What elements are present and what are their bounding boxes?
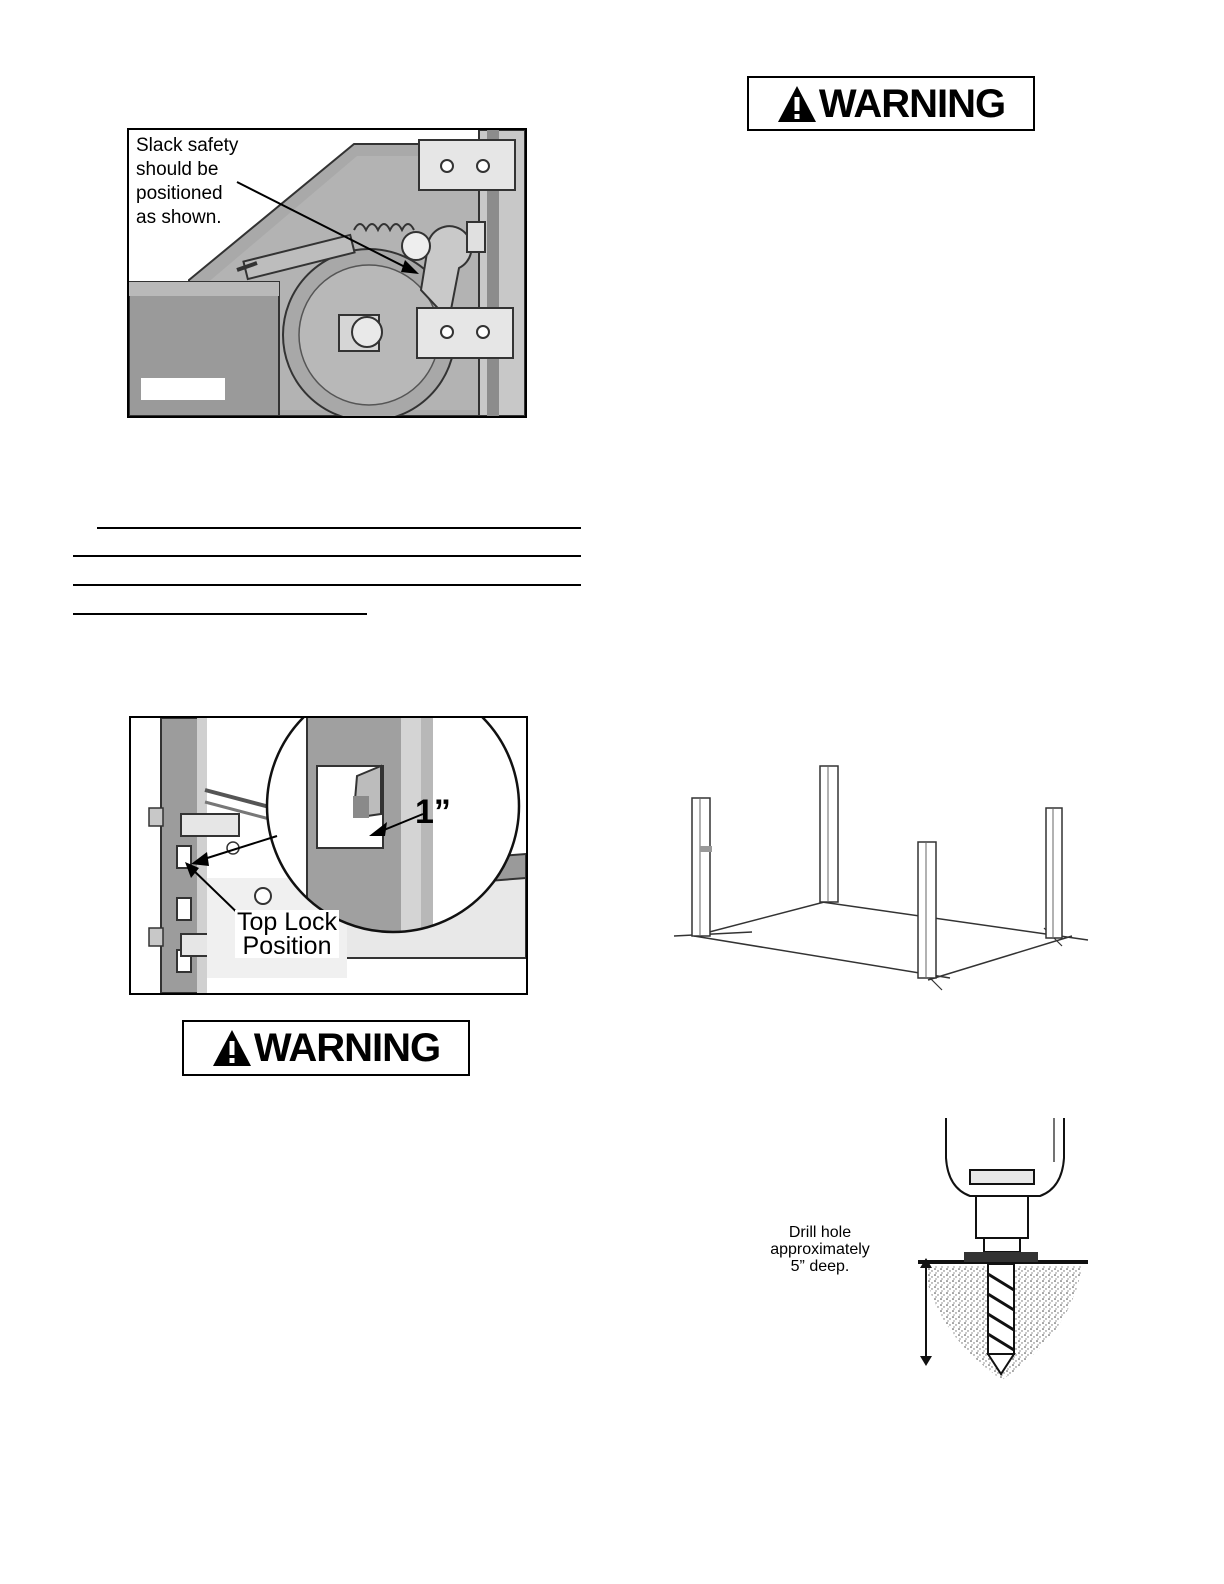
blank-rule-3	[73, 584, 581, 586]
callout-line-3: positioned	[136, 183, 223, 204]
drill-caption-line-2: approximately	[770, 1241, 870, 1258]
warning-triangle-icon	[212, 1029, 252, 1067]
top-lock-callout-line-1: Top Lock	[237, 908, 338, 936]
top-lock-callout-line-2: Position	[242, 932, 332, 960]
warning-label: WARNING	[253, 1026, 441, 1070]
measurement-label: 1”	[415, 793, 451, 831]
figure-top-lock	[129, 716, 528, 995]
warning-badge-upper	[747, 76, 1035, 131]
column-layout-illustration	[672, 760, 1092, 992]
warning-badge-lower	[182, 1020, 470, 1076]
drill-caption-line-1: Drill hole	[788, 1224, 852, 1241]
warning-label: WARNING	[818, 81, 1006, 126]
blank-rule-2	[73, 555, 581, 557]
drill-caption-line-3: 5” deep.	[790, 1258, 850, 1275]
blank-rule-1	[97, 527, 581, 529]
top-lock-callout	[235, 910, 339, 958]
drill-caption	[752, 1224, 888, 1275]
drill-illustration	[904, 1118, 1088, 1384]
slack-safety-callout	[136, 134, 256, 230]
blank-rule-4	[73, 613, 367, 615]
callout-line-1: Slack safety	[136, 135, 239, 156]
warning-triangle-icon	[777, 85, 817, 123]
callout-line-2: should be	[136, 159, 219, 180]
figure-slack-safety	[127, 128, 527, 418]
callout-line-4: as shown.	[136, 207, 222, 228]
